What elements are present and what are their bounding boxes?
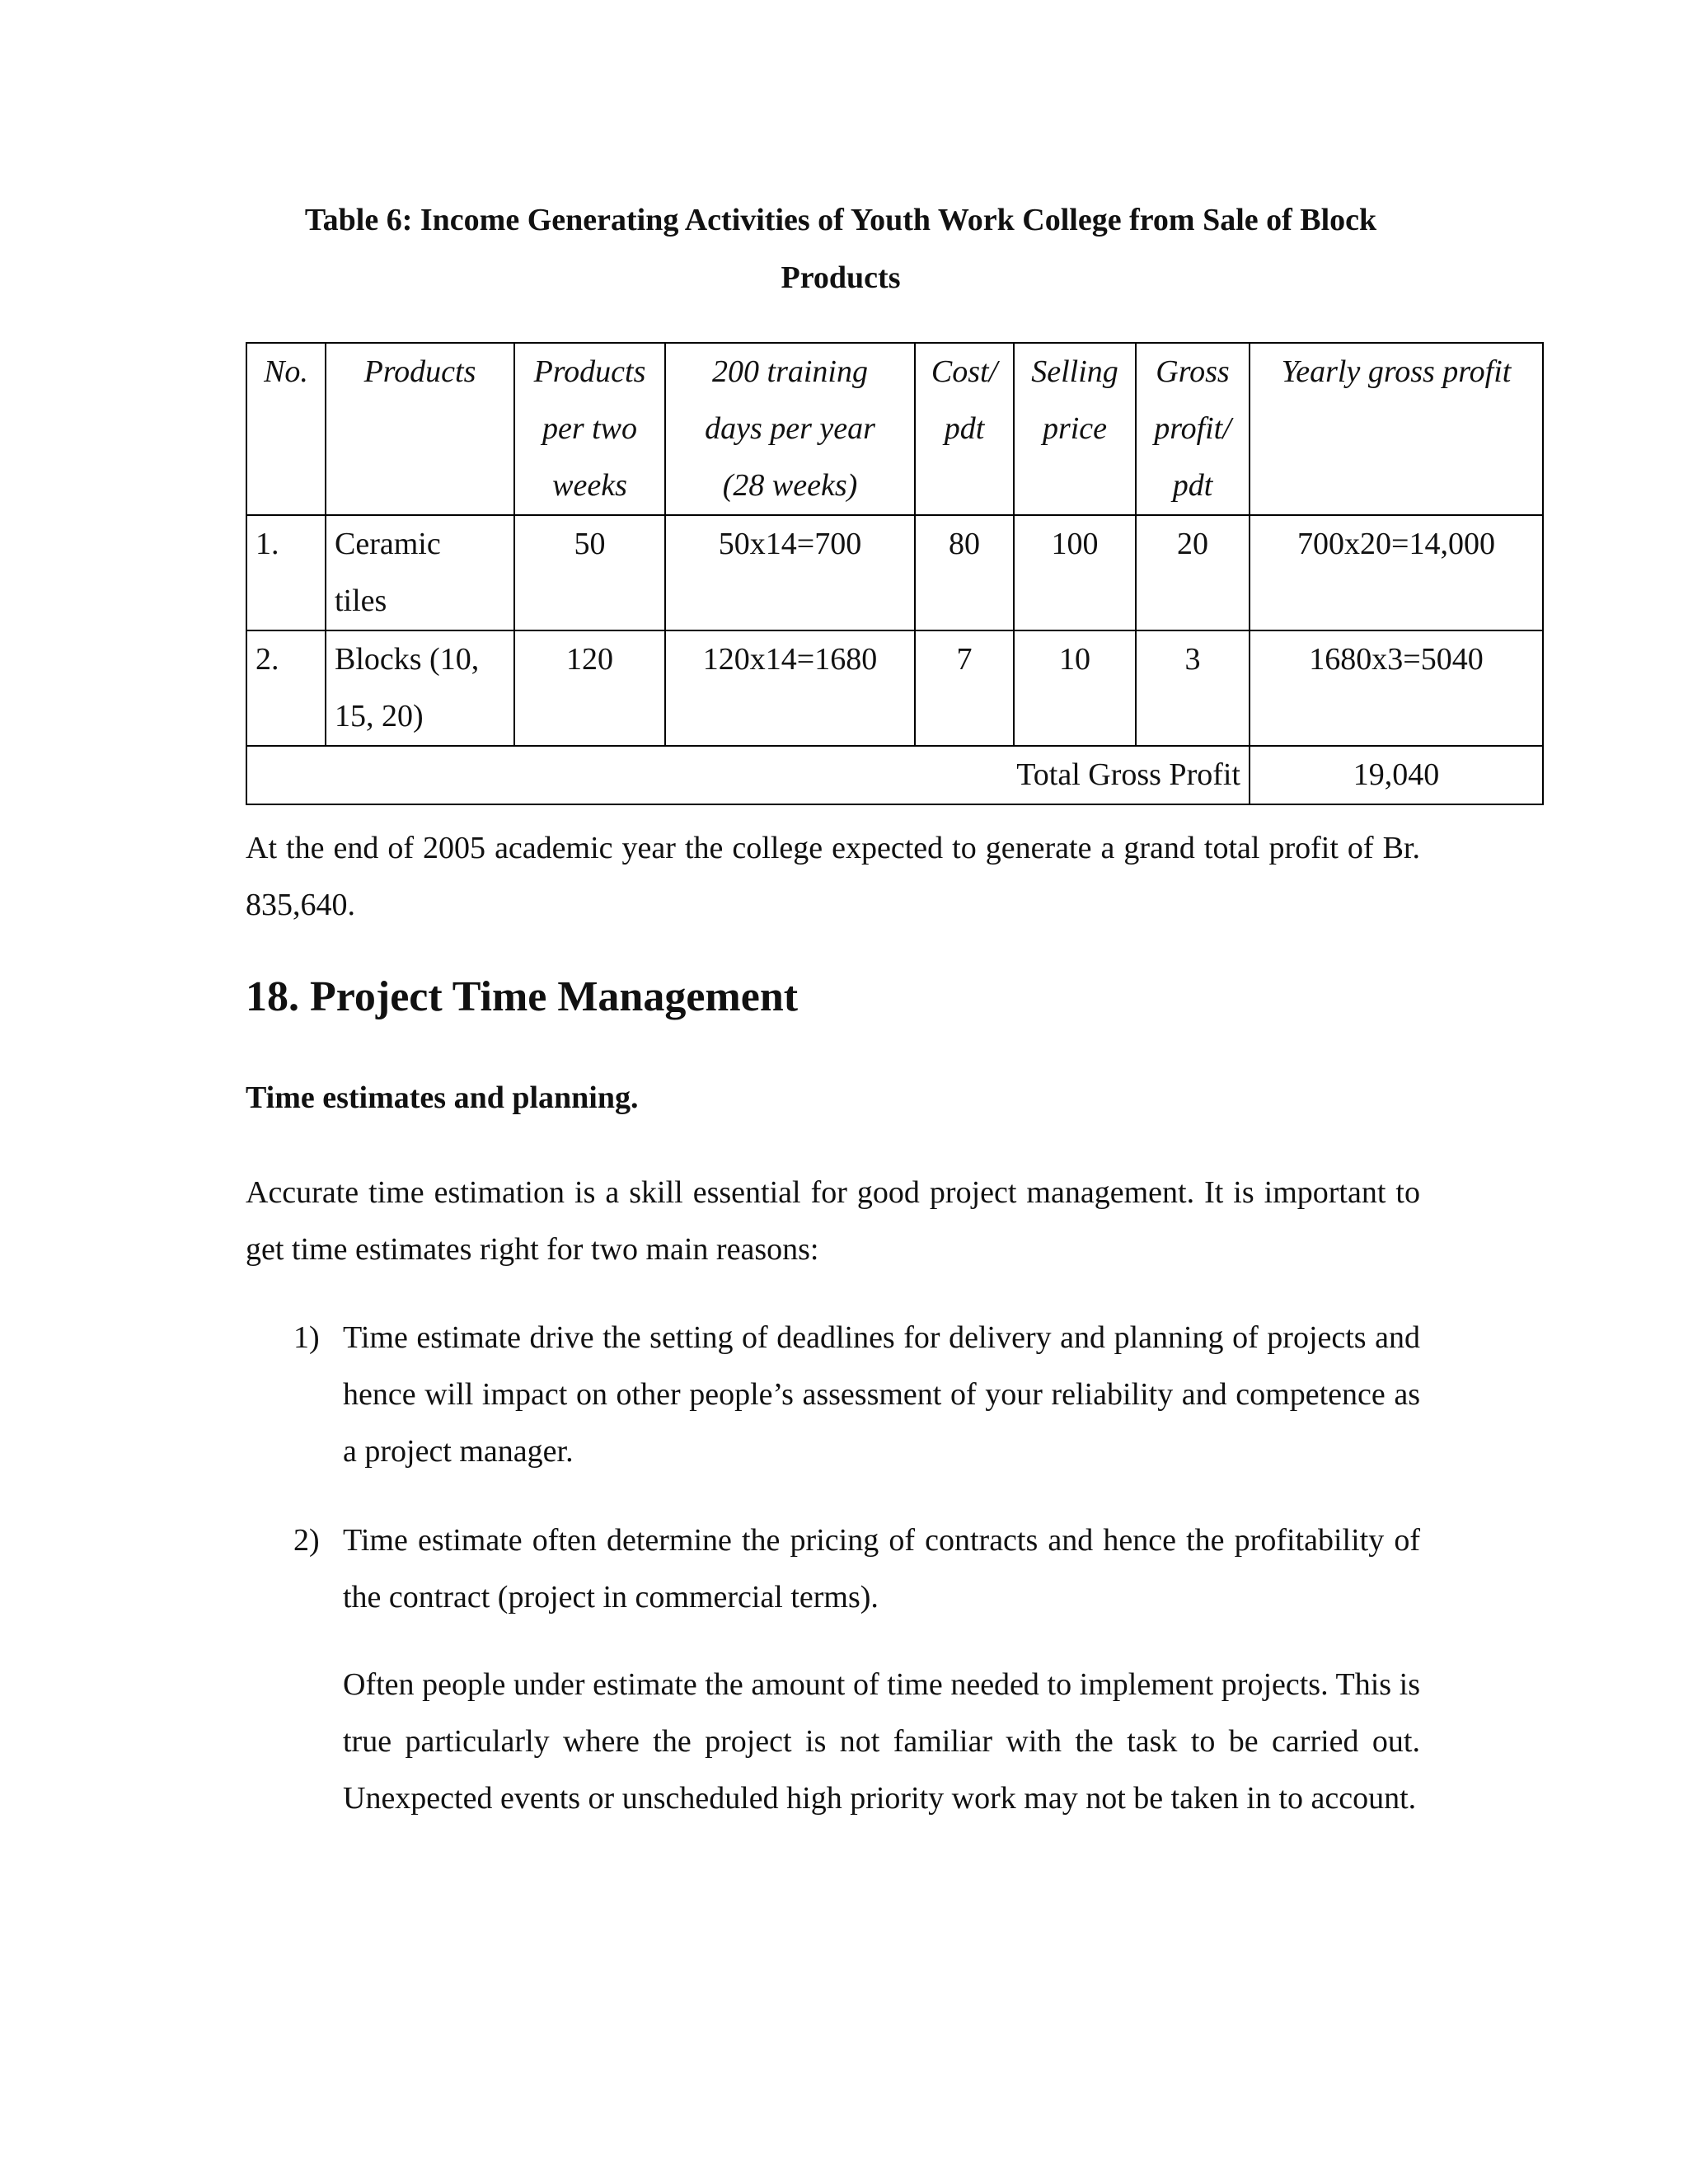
table-caption	[247, 191, 1434, 307]
table-total-row	[246, 746, 1543, 804]
cell-per-two-weeks: 50	[514, 515, 665, 630]
list-number: 2)	[293, 1523, 320, 1558]
total-value: 19,040	[1250, 746, 1543, 804]
cell-selling: 100	[1014, 515, 1136, 630]
header-selling-price: Selling price	[1014, 343, 1136, 515]
cell-gross: 20	[1136, 515, 1250, 630]
intro-paragraph: Accurate time estimation is a skill essential for good project management. It is important to get time estimates right for two main reasons:	[246, 1175, 1420, 1267]
list-text: Time estimate drive the setting of deadlines for delivery and planning of projects and hence will impact on other people’s assessment of your reliability and competence as a project manager.	[343, 1320, 1420, 1469]
cell-cost: 80	[915, 515, 1014, 630]
list-item	[293, 1310, 1420, 1480]
total-profit-paragraph: At the end of 2005 academic year the college expected to generate a grand total profit of Br. 835,640.	[246, 831, 1420, 922]
table-caption-line-1: Table 6: Income Generating Activities of Youth Work College from Sale of Block	[304, 203, 1377, 237]
header-per-two-weeks: Products per two weeks	[514, 343, 665, 515]
list-text: Time estimate often determine the pricing of contracts and hence the profitability of the contract (project in commercial terms).	[343, 1523, 1420, 1615]
table-header-row	[246, 343, 1543, 515]
cell-no: 2.	[246, 630, 326, 746]
section-heading: 18. Project Time Management	[246, 973, 799, 1020]
list-item	[293, 1512, 1420, 1626]
header-no: No.	[246, 343, 326, 515]
cell-gross: 3	[1136, 630, 1250, 746]
header-products: Products	[326, 343, 514, 515]
cell-no: 1.	[246, 515, 326, 630]
header-cost: Cost/ pdt	[915, 343, 1014, 515]
cell-product: Ceramic tiles	[326, 515, 514, 630]
closing-paragraph: Often people under estimate the amount of time needed to implement projects. This is true particularly where the project is not familiar with the task to be carried out. Unexpected events or unscheduled high priority work may not be taken in to account.	[343, 1667, 1420, 1816]
list-number: 1)	[293, 1320, 320, 1355]
cell-yearly: 700x20=14,000	[1250, 515, 1543, 630]
header-yearly-gross-profit: Yearly gross profit	[1250, 343, 1543, 515]
cell-product: Blocks (10, 15, 20)	[326, 630, 514, 746]
table-row	[246, 515, 1543, 630]
cell-training: 120x14=1680	[665, 630, 915, 746]
subheading: Time estimates and planning.	[246, 1080, 639, 1115]
table-caption-line-2: Products	[781, 260, 901, 295]
income-table	[246, 342, 1544, 805]
header-gross-profit: Gross profit/ pdt	[1136, 343, 1250, 515]
cell-cost: 7	[915, 630, 1014, 746]
header-training-days: 200 training days per year (28 weeks)	[665, 343, 915, 515]
total-label: Total Gross Profit	[246, 746, 1250, 804]
cell-training: 50x14=700	[665, 515, 915, 630]
cell-selling: 10	[1014, 630, 1136, 746]
table-row	[246, 630, 1543, 746]
cell-per-two-weeks: 120	[514, 630, 665, 746]
cell-yearly: 1680x3=5040	[1250, 630, 1543, 746]
